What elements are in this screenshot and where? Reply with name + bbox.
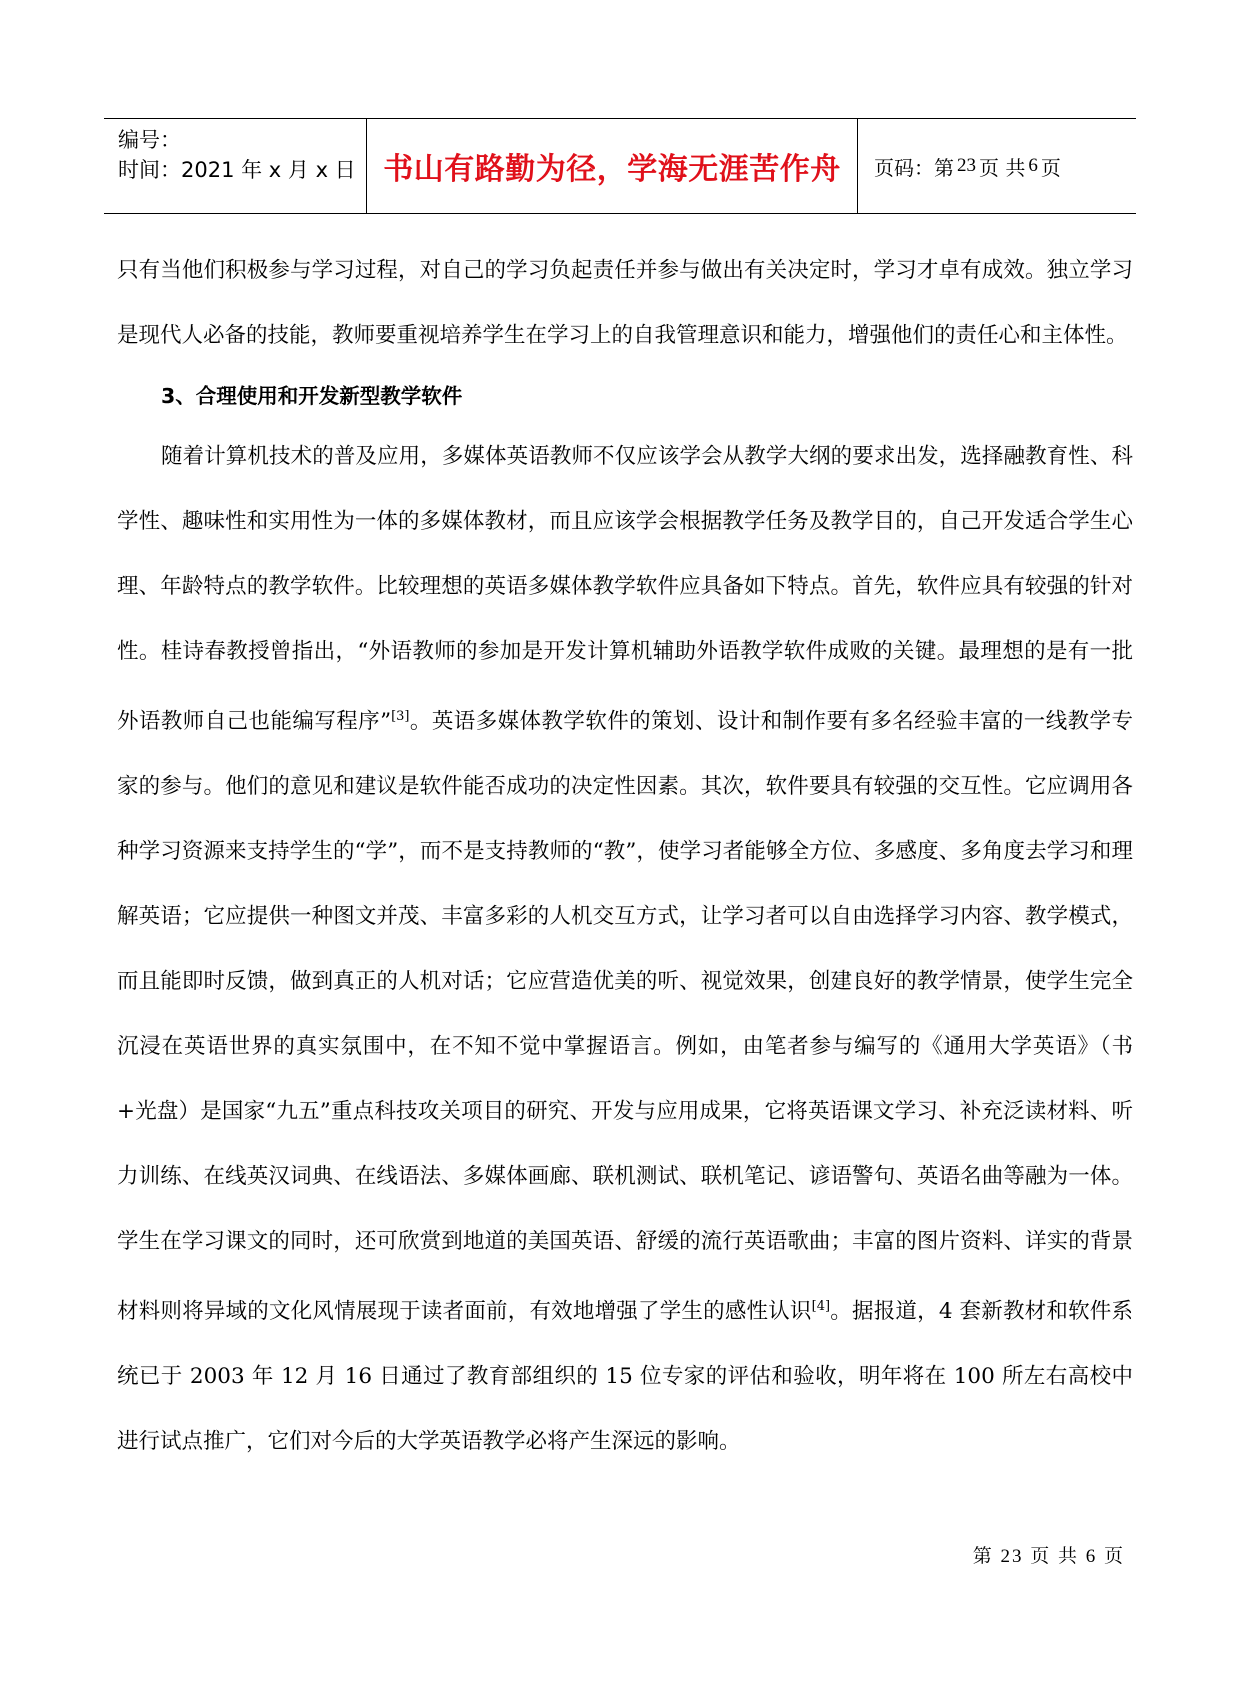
citation-ref: [4] — [811, 1299, 831, 1315]
paragraph-text: 。英语多媒体教学软件的策划、设计和制作要有多名经验丰富的一线教学专家的参与。他们的意见和建议是软件能否成功的决定性因素。其次，软件要具有较强的交互性。它应调用各种学习资源来支持学生的“学”，而不是支持教师的“教”，使学习者能够全方位、多感度、多角度去学习和理解英语；它应提供一种图文并茂、丰富多彩的人机交互方式，让学习者可以自由选择学习内容、教学模式，而且能即时反馈，做到真正的人机对话；它应营造优美的听、视觉效果，创建良好的教学情景，使学生完全沉浸在英语世界的真实氛围中，在不知不觉中掌握语言。例如，由笔者参与编写的《通用大学英语》（书+光盘）是国家“九五”重点科技攻关项目的研究、开发与应用成果，它将英语课文学习、补充泛读材料、听力训练、在线英汉词典、在线语法、多媒体画廊、联机测试、联机笔记、谚语警句、英语名曲等融为一体。学生在学习课文的同时，还可欣赏到地道的美国英语、舒缓的流行英语歌曲；丰富的图片资料、详实的背景材料则将异域的文化风情展现于读者面前，有效地增强了学生的感性认识 — [117, 709, 1133, 1325]
paragraph-text: 。据报道，4 套新教材和软件系统已于 2003 年 12 月 16 日通过了教育部组织的 15 位专家的评估和验收，明年将在 100 所左右高校中进行试点推广，它们对今后的大学英语教学必将产生深远的影响。 — [117, 1299, 1133, 1455]
page-total: 6 — [1028, 155, 1038, 176]
header-motto: 书山有路勤为径，学海无涯苦作舟 — [366, 119, 858, 213]
paragraph-independent-learning: 只有当他们积极参与学习过程，对自己的学习负起责任并参与做出有关决定时，学习才卓有成效。独立学习是现代人必备的技能，教师要重视培养学生在学习上的自我管理意识和能力，增强他们的责任心和主体性。 — [117, 258, 1133, 348]
page-footer: 第 23 页 共 6 页 — [972, 1546, 1125, 1567]
citation-ref: [3] — [391, 709, 410, 724]
document-number-label: 编号： — [118, 128, 181, 152]
header-meta — [104, 119, 366, 213]
document-body — [117, 238, 1133, 1474]
page-middle: 页 共 — [979, 155, 1026, 180]
page-prefix: 页码：第 — [874, 155, 954, 180]
page-header — [104, 118, 1136, 214]
paragraph-software — [117, 424, 1133, 1474]
section-heading: 3、合理使用和开发新型教学软件 — [161, 384, 463, 408]
document-time-label: 时间：2021 年 x 月 x 日 — [118, 158, 356, 182]
page-current: 23 — [957, 155, 976, 176]
header-page-info — [858, 119, 1136, 213]
page-suffix: 页 — [1040, 155, 1061, 180]
paragraph-text: 随着计算机技术的普及应用，多媒体英语教师不仅应该学会从教学大纲的要求出发，选择融教育性、科学性、趣味性和实用性为一体的多媒体教材，而且应该学会根据教学任务及教学目的，自己开发适合学生心理、年龄特点的教学软件。比较理想的英语多媒体教学软件应具备如下特点。首先，软件应具有较强的针对性。桂诗春教授曾指出，“外语教师的参加是开发计算机辅助外语教学软件成败的关键。最理想的是有一批外语教师自己也能编写程序” — [117, 444, 1133, 735]
